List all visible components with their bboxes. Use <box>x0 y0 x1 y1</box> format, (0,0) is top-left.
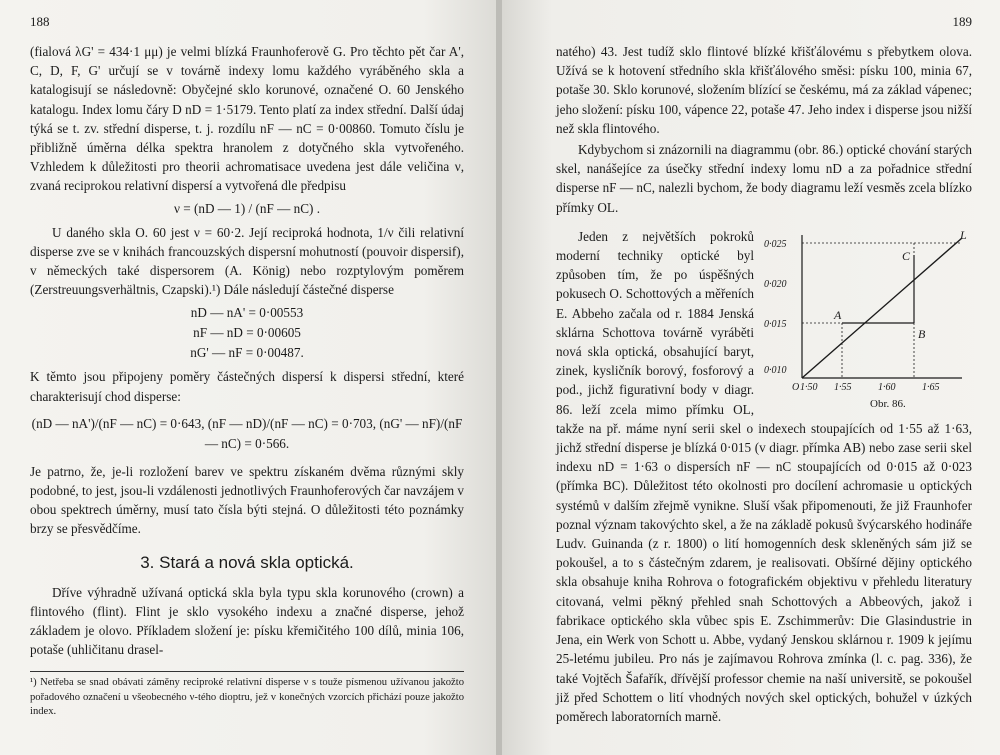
origin-label: O <box>792 381 800 393</box>
formula-ratios: (nD — nA')/(nF — nC) = 0·643, (nF — nD)/(nF — nC) = 0·703, (nG' — nF)/(nF — nC) = 0·566. <box>31 415 463 451</box>
formula-partial-1: nD — nA' = 0·00553 <box>190 305 304 321</box>
left-page <box>0 0 498 755</box>
section-heading: 3. Stará a nová skla optická. <box>140 552 354 572</box>
figure-86 <box>762 223 972 413</box>
left-paragraph-3: K těmto jsou připojeny poměry částečných dispersí k dispersi střední, které charakterisují chod disperse: <box>30 369 464 404</box>
diagram-svg <box>762 223 972 413</box>
point-label-L: L <box>960 227 967 242</box>
formula-nu: ν = (nD — 1) / (nF — nC) . <box>173 200 320 216</box>
point-label-C: C <box>902 248 911 263</box>
figure-caption: Obr. 86. <box>870 397 906 410</box>
point-label-A: A <box>834 307 842 322</box>
footnote: ¹) Netřeba se snad obávati záměny reciproké relativní disperse ν s touže písmenou užívanou jakožto pořadového označení u všeobecného ν-tého dioptru, jež v konečných vzorcích přichází pouze jakožto index. <box>30 671 464 720</box>
formula-partial-2: nF — nD = 0·00605 <box>193 325 301 341</box>
x-label-165: 1·65 <box>922 381 940 393</box>
y-label-025: 0·025 <box>764 238 787 250</box>
left-paragraph-1: (fialová λG' = 434·1 μμ) je velmi blízká Fraunhoferově G. Pro těchto pět čar A', C, D, F, G' určují se v továrně indexy lomu každého vyráběného skla a katalogisují se následovně: Obyčejné sklo korunové, označené O. 60 Jenského katalogu. Index lomu čáry D nD = 1·5179. Tento platí za index střední. Další údaj týká se t. zv. střední disperse, t. j. rozdílu nF — nC = 0·00860. Tomuto číslu je přibližně úměrna délka spektra hranolem z dotyčného skla vytvořeného. Vzhledem k důležitosti pro theorii achromatisace uvedena jest dále veličina ν, zvaná reciprokou relativní dispersí a vytvořená dle předpisu <box>30 44 464 194</box>
left-paragraph-5: Dříve výhradně užívaná optická skla byla typu skla korunového (crown) a flintového (flint). Flint je sklo vysokého indexu a značné disperse, jehož základem je olovo. Příkladem složení je: písku křemičitého 100 dílů, minia 106, potaše (uhličitanu drasel- <box>30 584 464 658</box>
y-label-020: 0·020 <box>764 278 787 290</box>
right-page <box>502 0 1000 755</box>
right-paragraph-3: Jeden z největších pokroků moderní techniky optické byl způsoben tím, že po úspěšných pokusech O. Schottových a měřeních E. Abbeho začala od r. 1884 Jenská sklárna Schottova továrně vyráběti nová skla optická, obsahující baryt, zinek, kysličník borový, fosforový a pod., jichž figurativní body v diagr. 86. leží zcela mimo přímku OL, takže na př. máme nyní serii skel o indexech stoupajících od 1·55 až 1·63, jichž střední disperse je blízká 0·015 (v diagr. přímka AB) nebo zase serii skel indexu nD = 1·63 o dispersích nF — nC stoupajících od 0·015 až 0·023 (přímka BC). Důležitost této okolnosti pro docílení achromasie u optických systémů v dalším zřejmě vynikne. Sluší však připomenouti, že již Fraunhofer poznal význam takovýchto skel, a že na základě pokusů švýcarského hodináře Ludv. Guinanda (z r. 1800) o lití homogenních desk skleněných sám již se pokoušel, a to s částečným zdarem, je realisovati. Obšírné dějiny optického skla obsahuje kniha Rohrova o fotografickém objektivu v přehledu literatury citovaná, velmi pěkný přehled snah Schottových a Abbeových, jakož i fabrikace optického skla vůbec spis E. Zschimmerův: Die Glasindustrie in Jena, ein Werk von Schott u. Abbe, vydaný Jenskou sklárnou r. 1909 k jejímu 25-letému jubileu. Pro nás je zajímavou Rohrova zmínka (l. c. pag. 336), že také Vojtěch Šafařík, dřívější professor chemie na naší universitě, se pokoušel již před Schottem o lití vhodných nových skel optických, bohužel v úzkých poměrech laboratorních marně. <box>556 228 972 724</box>
page-number-right: 189 <box>952 14 972 29</box>
x-label-155: 1·55 <box>834 381 852 393</box>
y-label-010: 0·010 <box>764 364 787 376</box>
page-number-left: 188 <box>30 14 50 29</box>
y-label-015: 0·015 <box>764 318 787 330</box>
right-paragraph-1: natého) 43. Jest tudíž sklo flintové blízké křišťálovému s přebytkem olova. Užívá se k hotovení středního skla křišťálového směsi: písku 100, minia 67, potaše 30. Sklo korunové, složením blízící se českému, má za základ vápenec; jeho složení: písku 100, vápence 22, potaše 47. Jeho index i disperse jsou nižší než skla flintového. <box>556 44 972 136</box>
point-label-B: B <box>918 326 926 341</box>
left-paragraph-2: U daného skla O. 60 jest ν = 60·2. Její reciproká hodnota, 1/ν čili relativní disperse zve se v knihách francouzských dispersní mohutností (pouvoir dispersif), v německých také dispersorem (A. König) nebo rozptylovým poměrem (Zerstreuungsverhältnis, Czapski).¹) Dále následují částečné disperse <box>30 224 464 298</box>
left-paragraph-4: Je patrno, že, je-li rozložení barev ve spektru získaném dvěma různými skly podobné, to jest, jsou-li vzdálenosti jednotlivých Fraunhoferových čar navzájem v obou spektrech úměrny, musí tato čísla býti stejná. O důležitosti této poznámky brzy se přesvědčíme. <box>30 463 464 537</box>
right-paragraph-2: Kdybychom si znázornili na diagrammu (obr. 86.) optické chování starých skel, nanášejíce za úsečky střední indexy lomu nD a za pořadnice střední disperse nF — nC, nalezli bychom, že body diagramu leží vesměs zcela blízko přímky OL. <box>556 142 972 215</box>
line-OL <box>802 238 962 378</box>
x-label-150: 1·50 <box>800 381 818 393</box>
formula-partial-3: nG' — nF = 0·00487. <box>190 345 304 361</box>
x-label-160: 1·60 <box>878 381 896 393</box>
